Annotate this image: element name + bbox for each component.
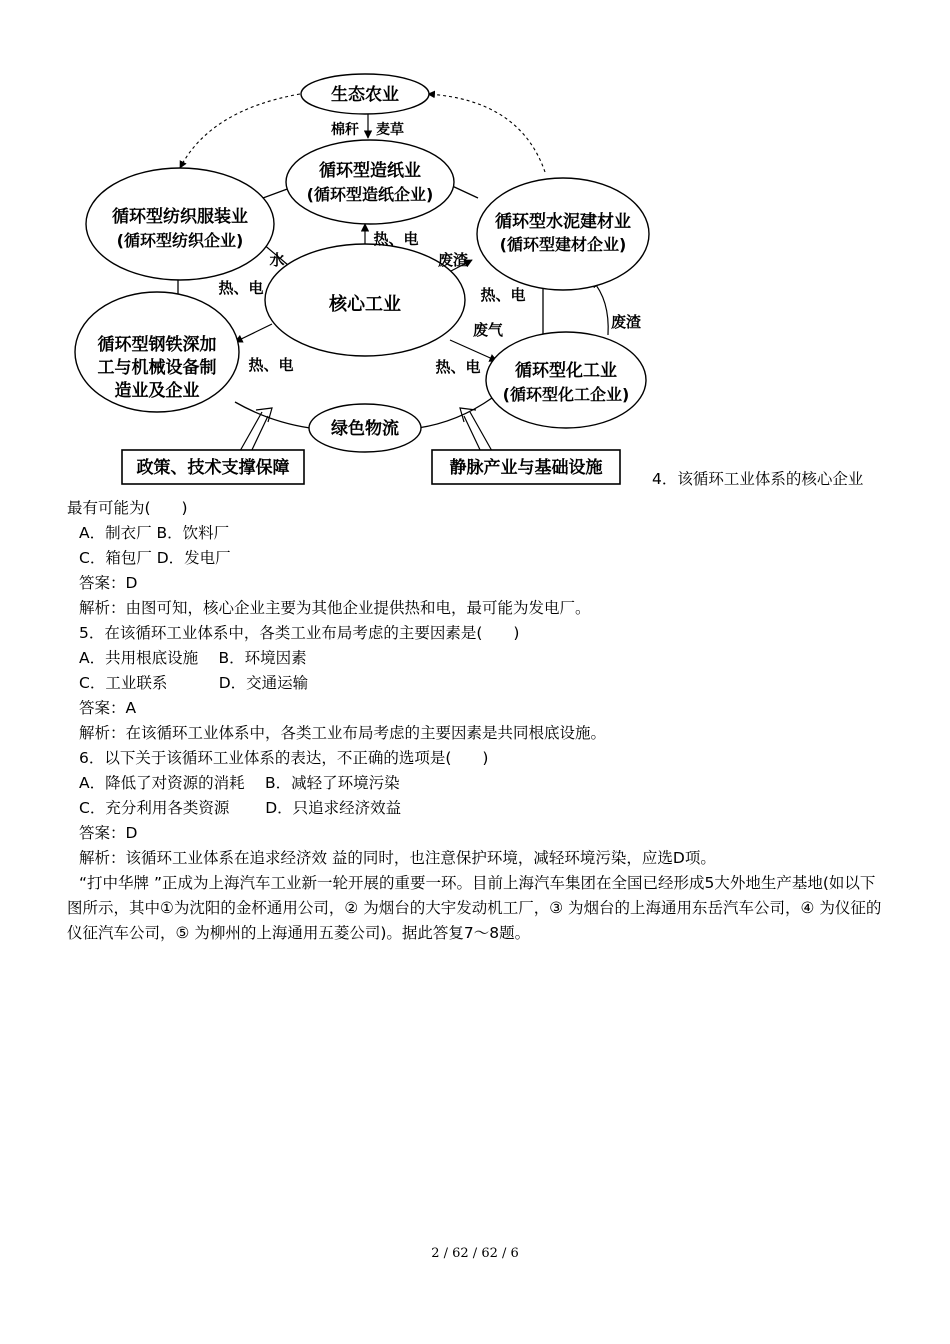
label-heat-electric-chemical: 热、电 — [435, 358, 481, 376]
node-paper-line1: 循环型造纸业 — [319, 161, 421, 181]
q4-stem-cont: 最有可能为( ) — [67, 499, 188, 517]
box-policy-support: 政策、技术支撑保障 — [136, 458, 290, 478]
q6-stem: 6．以下关于该循环工业体系的表达，不正确的选项是( ) — [79, 749, 489, 767]
node-steel-line2: 工与机械设备制 — [97, 358, 217, 378]
q5-answer: 答案：A — [79, 699, 137, 717]
node-steel-line3: 造业及企业 — [114, 381, 200, 401]
page-footer: 2 / 62 / 62 / 6 — [431, 1246, 519, 1261]
q5-options-ab: A．共用根底设施 B．环境因素 — [79, 649, 307, 667]
node-cement-line1: 循环型水泥建材业 — [495, 212, 631, 232]
node-paper-line2: (循环型造纸企业) — [306, 185, 434, 204]
node-core-industry: 核心工业 — [329, 294, 401, 315]
label-heat-electric-paper: 热、电 — [373, 230, 419, 248]
label-heat-electric-steel: 热、电 — [248, 356, 294, 374]
label-wheat-straw: 麦草 — [376, 122, 404, 138]
label-exhaust: 废气 — [472, 321, 504, 339]
node-steel-line1: 循环型钢铁深加 — [97, 335, 217, 355]
q4-options-ab: A．制衣厂 B．饮料厂 — [79, 524, 230, 542]
q4-stem-start: 4．该循环工业体系的核心企业 — [652, 470, 864, 488]
q4-options-cd: C．箱包厂 D．发电厂 — [79, 549, 231, 567]
label-slag-chemical: 废渣 — [610, 313, 642, 331]
label-water: 水 — [269, 251, 285, 269]
q5-options-cd: C．工业联系 D．交通运输 — [79, 674, 309, 692]
q6-options-cd: C．充分利用各类资源 D．只追求经济效益 — [79, 799, 402, 817]
q4-answer: 答案：D — [79, 574, 138, 592]
q5-analysis: 解析：在该循环工业体系中，各类工业布局考虑的主要因素是共同根底设施。 — [79, 724, 607, 742]
q5-stem: 5．在该循环工业体系中，各类工业布局考虑的主要因素是( ) — [79, 624, 520, 642]
q4-analysis: 解析：由图可知，核心企业主要为其他企业提供热和电，最可能为发电厂。 — [79, 599, 591, 617]
node-green-logistics: 绿色物流 — [331, 419, 399, 439]
q6-analysis: 解析：该循环工业体系在追求经济效 益的同时，也注意保护环境，减轻环境污染，应选D项。 — [79, 849, 716, 867]
node-chemical-line2: (循环型化工企业) — [502, 385, 630, 404]
node-textile-line2: (循环型纺织企业) — [116, 231, 244, 250]
node-chemical-line1: 循环型化工业 — [515, 361, 617, 381]
label-heat-electric-textile: 热、电 — [218, 279, 264, 297]
passage-paragraph: “打中华牌 ”正成为上海汽车工业新一轮开展的重要一环。目前上海汽车集团在全国已经形成5大外地生产基地(如以下图所示，其中①为沈阳的金杯通用公司，② 为烟台的大宇发动机工厂，③ 为烟台的上海通用东岳汽车公司，④ 为仪征的仪征汽车公司，⑤ 为柳州的上海通用五菱公司)。据此答复7～8题。 — [67, 874, 882, 942]
q6-options-ab: A．降低了对资源的消耗 B．减轻了环境污染 — [79, 774, 400, 792]
label-slag-cement: 废渣 — [437, 251, 469, 269]
label-heat-electric-cement: 热、电 — [480, 286, 526, 304]
label-straw: 棉秆 — [331, 122, 359, 138]
q6-answer: 答案：D — [79, 824, 138, 842]
node-eco-agriculture: 生态农业 — [331, 85, 399, 105]
node-textile-line1: 循环型纺织服装业 — [112, 207, 248, 227]
box-infrastructure: 静脉产业与基础设施 — [449, 458, 603, 478]
node-cement-line2: (循环型建材企业) — [499, 235, 627, 254]
circular-industry-diagram — [60, 60, 660, 490]
